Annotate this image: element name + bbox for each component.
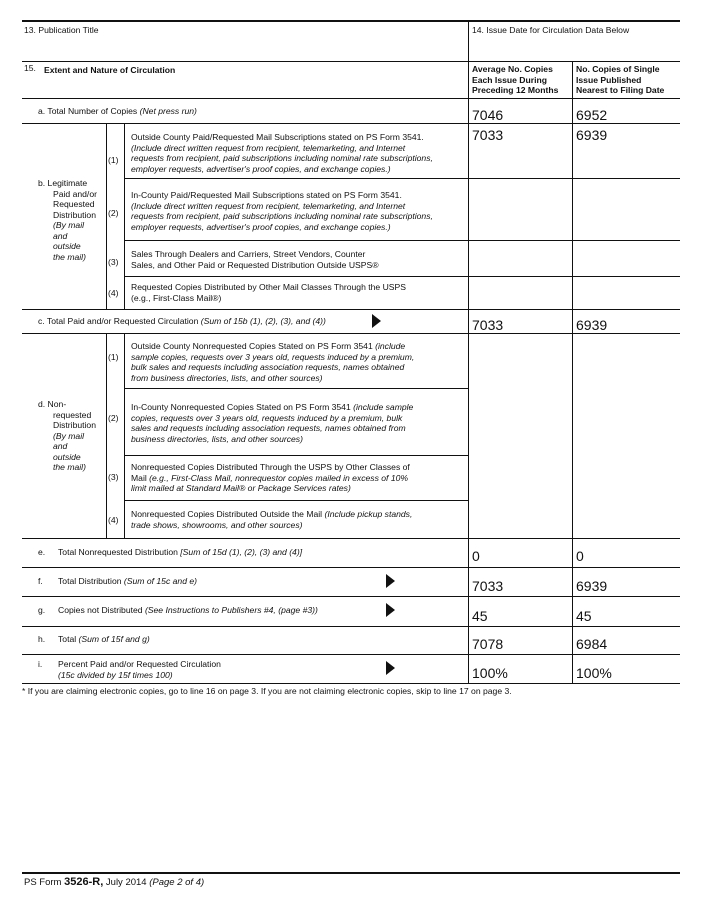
d2-number: (2) bbox=[108, 413, 119, 423]
d2-text: In-County Nonrequested Copies Stated on PS Form 3541 (include sample copies, requests over 3 years old, requests induced by a premium, bulk sales and requests including association requests, names obtained from business directories, lists, and other sources) bbox=[131, 402, 414, 444]
b2-text: In-County Paid/Requested Mail Subscriptions stated on PS Form 3541. (Include direct written request from recipient, telemarketing, and Internet requests from recipient, paid subscriptions including nominal rate subscriptions, employer requests, advertiser's proof copies, and exchange copies.) bbox=[131, 190, 433, 232]
col-avg-header: Average No. Copies Each Issue During Preceding 12 Months bbox=[472, 64, 559, 95]
row-e-letter: e. bbox=[38, 547, 46, 557]
row-g-arrow-icon bbox=[386, 603, 395, 617]
row-e-single: 0 bbox=[576, 548, 584, 564]
rule-e bbox=[22, 567, 680, 568]
d1-number: (1) bbox=[108, 352, 119, 362]
rule-g bbox=[22, 626, 680, 627]
b-sub-divider-outer bbox=[106, 123, 107, 309]
row-g-single: 45 bbox=[576, 608, 592, 624]
b3-number: (3) bbox=[108, 257, 119, 267]
publication-title-label: 13. Publication Title bbox=[24, 25, 99, 35]
row-h-letter: h. bbox=[38, 634, 46, 644]
b1-number: (1) bbox=[108, 155, 119, 165]
d4-number: (4) bbox=[108, 515, 119, 525]
row-f-letter: f. bbox=[38, 576, 43, 586]
row-h-avg: 7078 bbox=[472, 636, 504, 652]
row-c-avg: 7033 bbox=[472, 317, 504, 333]
row-i-single: 100% bbox=[576, 665, 612, 681]
rule-d2 bbox=[124, 455, 468, 456]
rule-b3 bbox=[124, 276, 680, 277]
rule-h bbox=[22, 654, 680, 655]
rule-b1 bbox=[124, 178, 680, 179]
col-divider-single bbox=[572, 61, 573, 683]
row-h-single: 6984 bbox=[576, 636, 608, 652]
section-15-title: Extent and Nature of Circulation bbox=[44, 65, 176, 75]
row-f-label: Total Distribution (Sum of 15c and e) bbox=[58, 576, 198, 586]
row-g-avg: 45 bbox=[472, 608, 488, 624]
rule-b2 bbox=[124, 240, 680, 241]
b4-number: (4) bbox=[108, 288, 119, 298]
b1-single: 6939 bbox=[576, 127, 608, 143]
row-f-single: 6939 bbox=[576, 578, 608, 594]
row-i-label: Percent Paid and/or Requested Circulation (15c divided by 15f times 100) bbox=[58, 659, 221, 680]
row-e-label: Total Nonrequested Distribution [Sum of 15d (1), (2), (3) and (4)] bbox=[58, 547, 303, 557]
col-single-header: No. Copies of Single Issue Published Nearest to Filing Date bbox=[576, 64, 665, 95]
row-h-label: Total (Sum of 15f and g) bbox=[58, 634, 150, 644]
rule-b4 bbox=[22, 309, 680, 310]
d3-number: (3) bbox=[108, 472, 119, 482]
row-g-label: Copies not Distributed (See Instructions to Publishers #4, (page #3)) bbox=[58, 605, 318, 615]
d-sub-divider-inner bbox=[124, 333, 125, 538]
b-sub-divider-inner bbox=[124, 123, 125, 309]
row-a-label: a. Total Number of Copies (Net press run) bbox=[38, 106, 197, 116]
rule-a bbox=[22, 123, 680, 124]
rule-i bbox=[22, 683, 680, 684]
rule-d4 bbox=[22, 538, 680, 539]
row-f-avg: 7033 bbox=[472, 578, 504, 594]
b3-text: Sales Through Dealers and Carriers, Street Vendors, Counter Sales, and Other Paid or Requested Distribution Outside USPS® bbox=[131, 249, 379, 270]
row-c-label: c. Total Paid and/or Requested Circulation (Sum of 15b (1), (2), (3), and (4)) bbox=[38, 316, 326, 326]
issue-date-label: 14. Issue Date for Circulation Data Below bbox=[472, 25, 630, 35]
row-g-letter: g. bbox=[38, 605, 46, 615]
group-b-label: b. Legitimate Paid and/or Requested Distribution (By mail and outside the mail) bbox=[38, 178, 97, 262]
row-c-single: 6939 bbox=[576, 317, 608, 333]
d4-text: Nonrequested Copies Distributed Outside the Mail (Include pickup stands, trade shows, showrooms, and other sources) bbox=[131, 509, 413, 530]
row-i-avg: 100% bbox=[472, 665, 508, 681]
b4-text: Requested Copies Distributed by Other Mail Classes Through the USPS (e.g., First-Class Mail®) bbox=[131, 282, 406, 303]
b2-number: (2) bbox=[108, 208, 119, 218]
rule-f bbox=[22, 596, 680, 597]
footnote: * If you are claiming electronic copies, go to line 16 on page 3. If you are not claiming electronic copies, skip to line 17 on page 3. bbox=[22, 686, 512, 696]
row-a-single: 6952 bbox=[576, 107, 608, 123]
d1-text: Outside County Nonrequested Copies Stated on PS Form 3541 (include sample copies, requests over 3 years old, requests induced by a premium, bulk sales and requests including association requests, names obtained from business directories, lists, and other sources) bbox=[131, 341, 415, 383]
row-c-arrow-icon bbox=[372, 314, 381, 328]
row-f-arrow-icon bbox=[386, 574, 395, 588]
group-d-label: d. Non- requested Distribution (By mail and outside the mail) bbox=[38, 399, 96, 472]
rule-header-bottom bbox=[22, 98, 680, 99]
row-a-avg: 7046 bbox=[472, 107, 504, 123]
d3-text: Nonrequested Copies Distributed Through the USPS by Other Classes of Mail (e.g., First-Class Mail, nonrequestor copies mailed in excess of 10% limit mailed at Standard Mail® or Package Services rates) bbox=[131, 462, 410, 493]
rule-d1 bbox=[124, 388, 468, 389]
form-footer: PS Form 3526-R, July 2014 (Page 2 of 4) bbox=[24, 876, 205, 888]
top-rule bbox=[22, 20, 680, 22]
footer-rule bbox=[22, 872, 680, 874]
row-i-arrow-icon bbox=[386, 661, 395, 675]
row-e-avg: 0 bbox=[472, 548, 480, 564]
b1-text: Outside County Paid/Requested Mail Subscriptions stated on PS Form 3541. (Include direct written request from recipient, telemarketing, and Internet requests from recipient, paid subscriptions including nominal rate subscriptions, employer requests, advertiser's proof copies, and exchange copies.) bbox=[131, 132, 433, 174]
b1-avg: 7033 bbox=[472, 127, 504, 143]
rule-c bbox=[22, 333, 680, 334]
d-sub-divider-outer bbox=[106, 333, 107, 538]
rule-15-header bbox=[22, 61, 680, 62]
col-divider-avg bbox=[468, 20, 469, 683]
row-i-letter: i. bbox=[38, 659, 43, 669]
rule-d3 bbox=[124, 500, 468, 501]
section-15-number: 15. bbox=[24, 63, 36, 73]
